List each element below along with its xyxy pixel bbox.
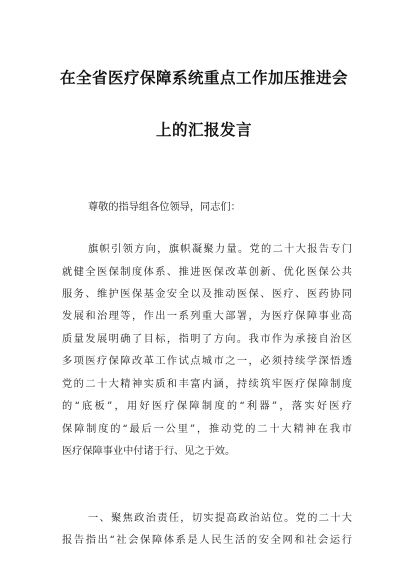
- paragraph-1-line: 服务、维护医保基金安全以及推动医保、医疗、医药协同: [62, 289, 352, 300]
- document-title-line-1: 在全省医疗保障系统重点工作加压推进会: [59, 69, 348, 87]
- paragraph-1-line: 医疗保障事业中付诸于行、见之于效。: [62, 446, 236, 457]
- paragraph-2-line: 一、聚焦政治责任，切实提高政治站位。党的二十大: [88, 513, 352, 524]
- paragraph-1-line: 多项医疗保障改革工作试点城市之一，必须持续学深悟透: [62, 356, 352, 367]
- paragraph-1-line: 质量发展明确了目标，指明了方向。我市作为承接自治区: [62, 334, 352, 345]
- paragraph-1-line: 发展和治理等，作出一系列重大部署，为医疗保障事业高: [62, 311, 352, 322]
- paragraph-2-line: 报告指出“社会保障体系是人民生活的安全网和社会运行: [62, 535, 352, 546]
- paragraph-1-line: 保障制度的“最后一公里”，推动党的二十大精神在我市: [62, 424, 352, 435]
- salutation: 尊敬的指导组各位领导，同志们：: [88, 202, 241, 213]
- paragraph-1-line: 的“底板”，用好医疗保障制度的“利器”，落实好医疗: [62, 401, 352, 412]
- document-title-line-2: 上的汇报发言: [155, 121, 252, 139]
- paragraph-1-line: 就健全医保制度体系、推进医保改革创新、优化医保公共: [62, 267, 352, 278]
- paragraph-1-line: 党的二十大精神实质和丰富内涵，持续筑牢医疗保障制度: [62, 379, 352, 390]
- paragraph-1-line: 旗帜引领方向，旗帜凝聚力量。党的二十大报告专门: [88, 244, 352, 255]
